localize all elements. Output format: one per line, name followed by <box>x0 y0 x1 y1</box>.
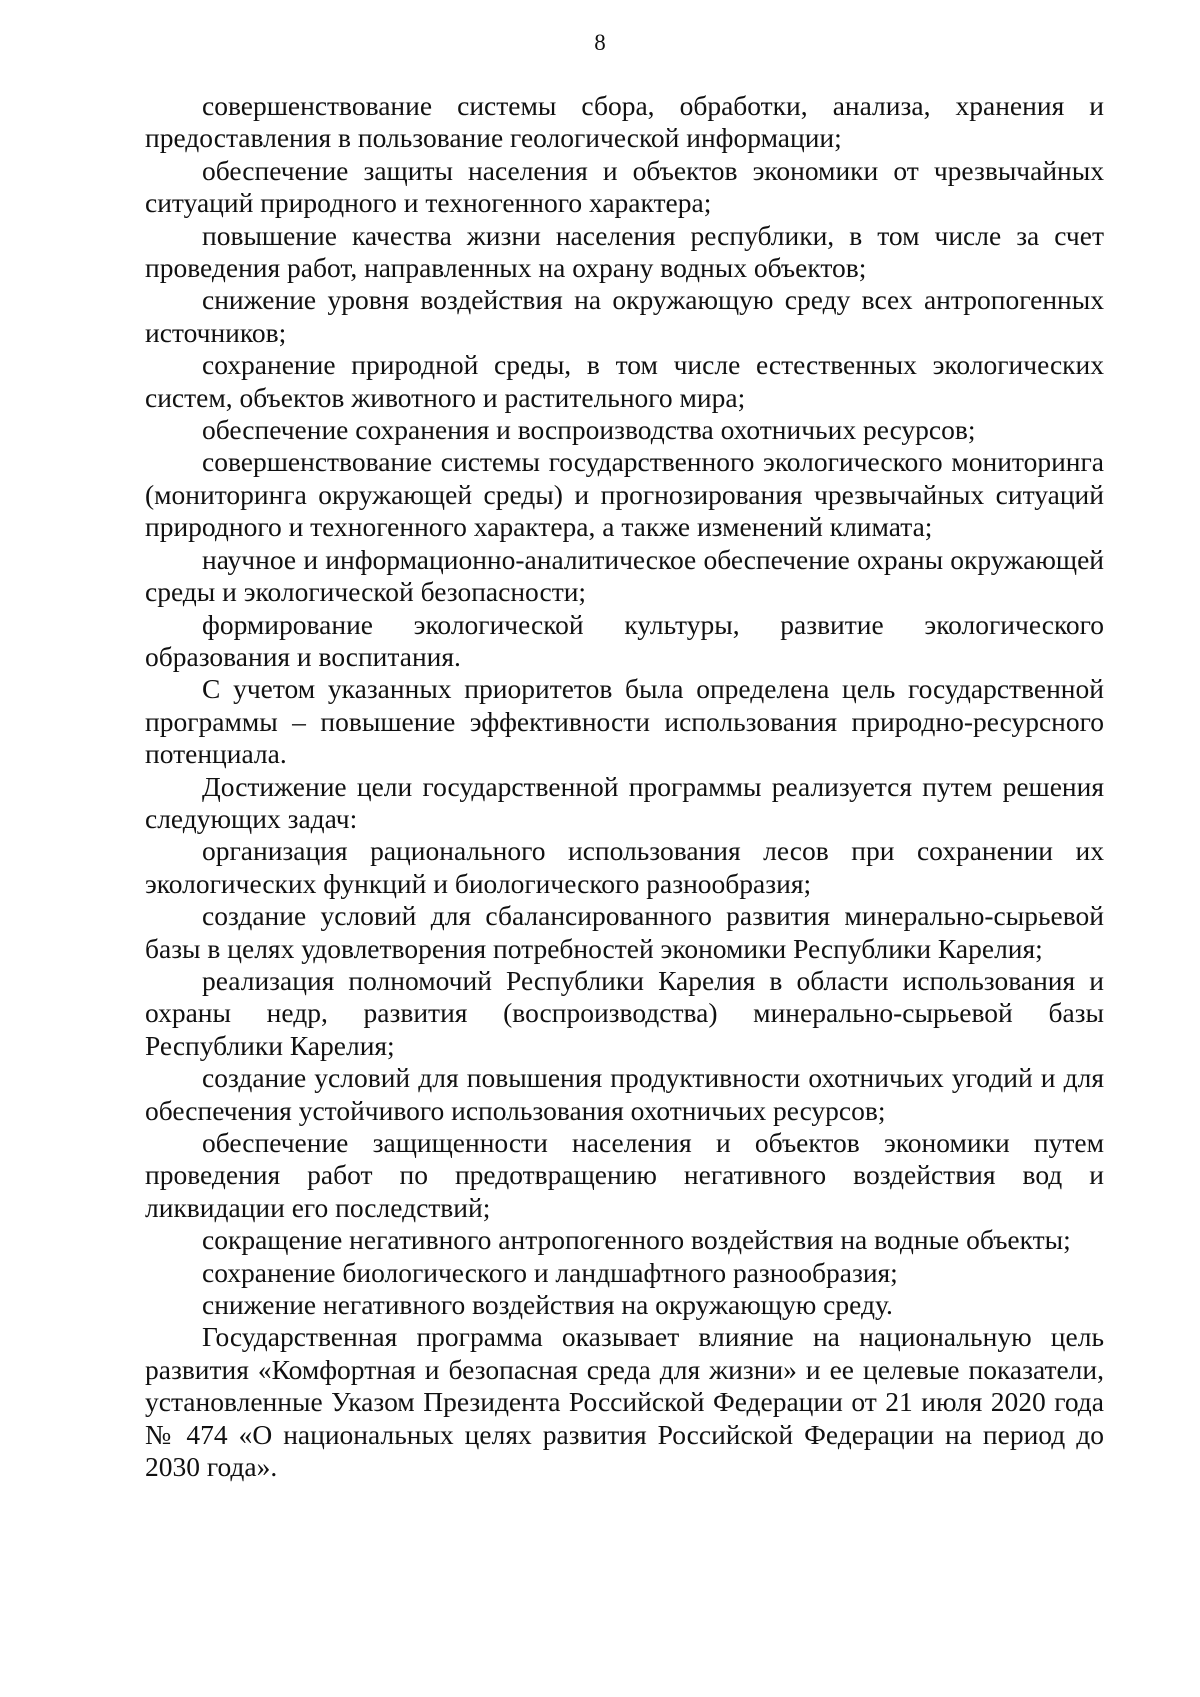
paragraph: сокращение негативного антропогенного воздействия на водные объекты; <box>202 1224 1071 1256</box>
document-body <box>145 90 1104 1483</box>
paragraph: совершенствование системы сбора, обработки, анализа, хранения и предоставления в пользование геологической информации; <box>145 90 1104 154</box>
paragraph: научное и информационно-аналитическое обеспечение охраны окружающей среды и экологической безопасности; <box>145 543 1104 608</box>
paragraph: сохранение природной среды, в том числе естественных экологических систем, объектов животного и растительного мира; <box>145 349 1104 413</box>
paragraph: повышение качества жизни населения республики, в том числе за счет проведения работ, направленных на охрану водных объектов; <box>145 219 1104 284</box>
paragraph: снижение уровня воздействия на окружающую среду всех антропогенных источников; <box>145 284 1104 348</box>
paragraph: создание условий для повышения продуктивности охотничьих угодий и для обеспечения устойчивого использования охотничьих ресурсов; <box>145 1062 1104 1126</box>
paragraph: обеспечение защиты населения и объектов экономики от чрезвычайных ситуаций природного и техногенного характера; <box>145 154 1104 219</box>
paragraph: Достижение цели государственной программы реализуется путем решения следующих задач: <box>145 770 1104 834</box>
paragraph: обеспечение защищенности населения и объектов экономики путем проведения работ по предотвращению негативного воздействия вод и ликвидации его последствий; <box>145 1127 1104 1223</box>
paragraph: организация рационального использования лесов при сохранении их экологических функций и биологического разнообразия; <box>145 835 1104 899</box>
paragraph: реализация полномочий Республики Карелия в области использования и охраны недр, развития (воспроизводства) минерально-сырьевой базы Республики Карелия; <box>145 964 1104 1061</box>
paragraph: С учетом указанных приоритетов была определена цель государственной программы – повышение эффективности использования природно-ресурсного потенциала. <box>145 673 1104 770</box>
paragraph: снижение негативного воздействия на окружающую среду. <box>202 1289 893 1321</box>
paragraph: создание условий для сбалансированного развития минерально-сырьевой базы в целях удовлетворения потребностей экономики Республики Карелия; <box>145 900 1104 964</box>
paragraph: формирование экологической культуры, развитие экологического образования и воспитания. <box>145 608 1104 672</box>
page-number: 8 <box>594 30 606 55</box>
paragraph: Государственная программа оказывает влияние на национальную цель развития «Комфортная и безопасная среда для жизни» и ее целевые показатели, установленные Указом Президента Российской Федерации от 21 июля 2020 года № 474 «О национальных целях развития Российской Федерации на период до 2030 года». <box>145 1321 1104 1483</box>
paragraph: совершенствование системы государственного экологического мониторинга (мониторинга окружающей среды) и прогнозирования чрезвычайных ситуаций природного и техногенного характера, а также изменений климата; <box>145 446 1104 543</box>
paragraph: обеспечение сохранения и воспроизводства охотничьих ресурсов; <box>202 414 976 446</box>
paragraph: сохранение биологического и ландшафтного разнообразия; <box>202 1256 898 1288</box>
